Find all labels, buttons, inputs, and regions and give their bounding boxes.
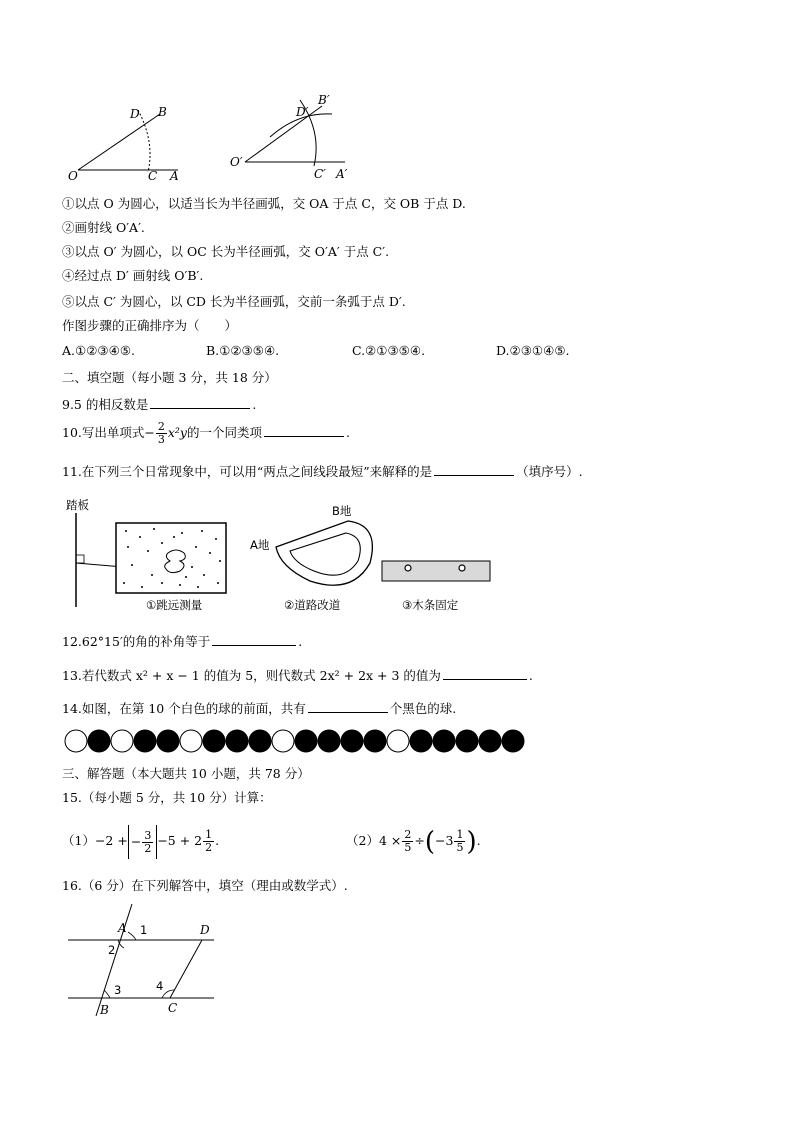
board-label: 踏板: [66, 498, 89, 512]
black-ball: [502, 730, 524, 752]
section-2-title: 二、填空题（每小题 3 分，共 18 分）: [62, 370, 277, 385]
white-ball: [111, 730, 133, 752]
q15-2: [346, 824, 481, 858]
white-ball: [180, 730, 202, 752]
angle-4-label: 4: [156, 979, 164, 993]
ray-o2b2: [245, 106, 322, 162]
q10-text: 10.写出单项式: [62, 425, 145, 440]
q12: [62, 633, 302, 650]
black-ball: [249, 730, 271, 752]
a-place-label: A地: [250, 538, 270, 552]
q15-2-den2: 5: [456, 841, 464, 854]
q15-title: 15.（每小题 5 分，共 10 分）计算：: [62, 790, 272, 805]
step-4: ④经过点 D′ 画射线 O′B′.: [62, 268, 204, 283]
q14: [62, 700, 456, 717]
q10-neg: −: [144, 425, 155, 440]
q15-2-index: （2）: [346, 833, 379, 848]
black-ball: [318, 730, 340, 752]
label-a: A: [118, 921, 127, 935]
label-c: C: [168, 1001, 178, 1015]
label-b2: B′: [318, 93, 330, 107]
q15-1-frac-den: 2: [205, 841, 213, 854]
black-ball: [479, 730, 501, 752]
q16-title: 16.（6 分）在下列解答中，填空（理由或数学式）.: [62, 878, 348, 893]
q14-answer-blank[interactable]: [308, 700, 388, 713]
black-ball: [410, 730, 432, 752]
q15-1-frac-num: 1: [205, 828, 213, 841]
q15-2-part-a: 4 ×: [378, 833, 402, 848]
q15-2-den1: 5: [404, 841, 412, 854]
section-3-title: 三、解答题（本大题共 10 小题，共 78 分）: [62, 766, 310, 781]
white-ball: [65, 730, 87, 752]
ray-ob: [78, 114, 160, 170]
black-ball: [433, 730, 455, 752]
angle-1-label: 1: [140, 923, 148, 937]
q11: [62, 463, 583, 480]
label-a: A: [170, 169, 179, 183]
black-ball: [364, 730, 386, 752]
option-d[interactable]: D.②③①④⑤.: [495, 343, 570, 358]
q11-figures: [62, 495, 502, 615]
label-b: B: [158, 105, 167, 119]
q8-prompt: 作图步骤的正确排序为（ ）: [62, 318, 238, 333]
q15-2-num1: 2: [404, 828, 412, 841]
q15-1-abs: − $\frac{3}{2}$: [128, 825, 157, 859]
angle-2-label: 2: [108, 943, 116, 957]
q12-text: 12.62°15′的角的补角等于: [62, 634, 211, 649]
q14-text: 14.如图，在第 10 个白色的球的前面，共有: [62, 701, 306, 716]
q16-figure: [62, 898, 222, 1020]
option-b[interactable]: B.①②③⑤④.: [205, 343, 280, 358]
nail-1: [405, 565, 411, 571]
b-place-label: B地: [332, 504, 352, 518]
nail-2: [459, 565, 465, 571]
q15-1-abs-den: 2: [144, 841, 152, 855]
step-5: ⑤以点 C′ 为圆心，以 CD 长为半径画弧，交前一条弧于点 D′.: [62, 294, 406, 309]
caption-2: ②道路改道: [284, 598, 341, 612]
q9-end: .: [252, 397, 257, 412]
black-ball: [88, 730, 110, 752]
q9-answer-blank[interactable]: [150, 396, 250, 409]
label-a2: A′: [336, 167, 348, 181]
arc-cd: [138, 110, 150, 172]
q15-2-div: ÷: [414, 833, 425, 848]
q10: [62, 420, 350, 446]
q15-1-part-b: −5 + 2: [157, 833, 203, 848]
q10-end: .: [346, 425, 350, 440]
q13-answer-blank[interactable]: [443, 667, 527, 680]
label-c: C: [148, 169, 158, 183]
q10-fraction: [156, 421, 167, 446]
black-ball: [134, 730, 156, 752]
line-dc: [170, 940, 202, 998]
label-c2: C′: [314, 167, 326, 181]
step-2: ②画射线 O′A′.: [62, 220, 145, 235]
black-ball: [203, 730, 225, 752]
wood-strip: [382, 561, 490, 581]
black-ball: [157, 730, 179, 752]
q15-1-part-a: −2 +: [94, 833, 128, 848]
caption-3: ③木条固定: [402, 598, 459, 612]
q11-text: 11.在下列三个日常现象中，可以用“两点之间线段最短”来解释的是: [62, 464, 433, 479]
left-paren: (: [424, 826, 435, 857]
q11-answer-blank[interactable]: [434, 463, 514, 476]
angle-construction-figure: [60, 92, 360, 187]
right-angle-mark: [76, 555, 84, 563]
q10-den: 3: [157, 433, 165, 446]
black-ball: [341, 730, 363, 752]
q15-2-end: .: [476, 833, 481, 848]
label-d2: D′: [296, 105, 309, 119]
label-d: D: [200, 923, 210, 937]
label-d: D: [130, 107, 140, 121]
q11-end: （填序号）.: [516, 464, 583, 479]
angle-3-label: 3: [114, 983, 122, 997]
black-ball: [226, 730, 248, 752]
label-o2: O′: [230, 155, 243, 169]
q15-1-abs-num: 3: [144, 828, 152, 842]
black-ball: [295, 730, 317, 752]
q8-options: [62, 343, 570, 359]
option-a[interactable]: A.①②③④⑤.: [62, 343, 136, 358]
option-c[interactable]: C.②①③⑤④.: [351, 343, 426, 358]
q13: [62, 667, 533, 684]
q10-monomial: x²y: [167, 425, 187, 440]
white-ball: [387, 730, 409, 752]
white-ball: [272, 730, 294, 752]
angle-arc-1: [128, 932, 136, 940]
q15-1: [62, 824, 219, 859]
right-paren: ): [466, 826, 477, 857]
q15-2-whole: −3: [435, 833, 454, 848]
q13-text: 13.若代数式 x² + x − 1 的值为 5，则代数式 2x² + 2x + 3 的值为: [62, 668, 441, 683]
q15-1-index: （1）: [62, 833, 95, 848]
q13-end: .: [528, 668, 533, 683]
q10-num: 2: [157, 420, 165, 433]
q12-end: .: [298, 634, 303, 649]
q10-answer-blank[interactable]: [264, 424, 344, 437]
caption-1: ①跳远测量: [146, 598, 203, 612]
label-b: B: [100, 1003, 109, 1017]
q15-2-num2: 1: [456, 828, 464, 841]
label-o: O: [68, 169, 78, 183]
q9: [62, 396, 256, 413]
q9-text: 9.5 的相反数是: [62, 397, 149, 412]
step-1: ①以点 O 为圆心，以适当长为半径画弧，交 OA 于点 C，交 OB 于点 D.: [62, 196, 466, 211]
step-3: ③以点 O′ 为圆心，以 OC 长为半径画弧，交 O′A′ 于点 C′.: [62, 244, 390, 259]
ball-sequence: [64, 728, 528, 754]
q15-1-end: .: [215, 833, 220, 848]
q10-text2: 的一个同类项: [187, 425, 263, 440]
angle-arc-3: [104, 990, 110, 998]
q14-end: 个黑色的球.: [389, 701, 457, 716]
q12-answer-blank[interactable]: [212, 633, 296, 646]
black-ball: [456, 730, 478, 752]
